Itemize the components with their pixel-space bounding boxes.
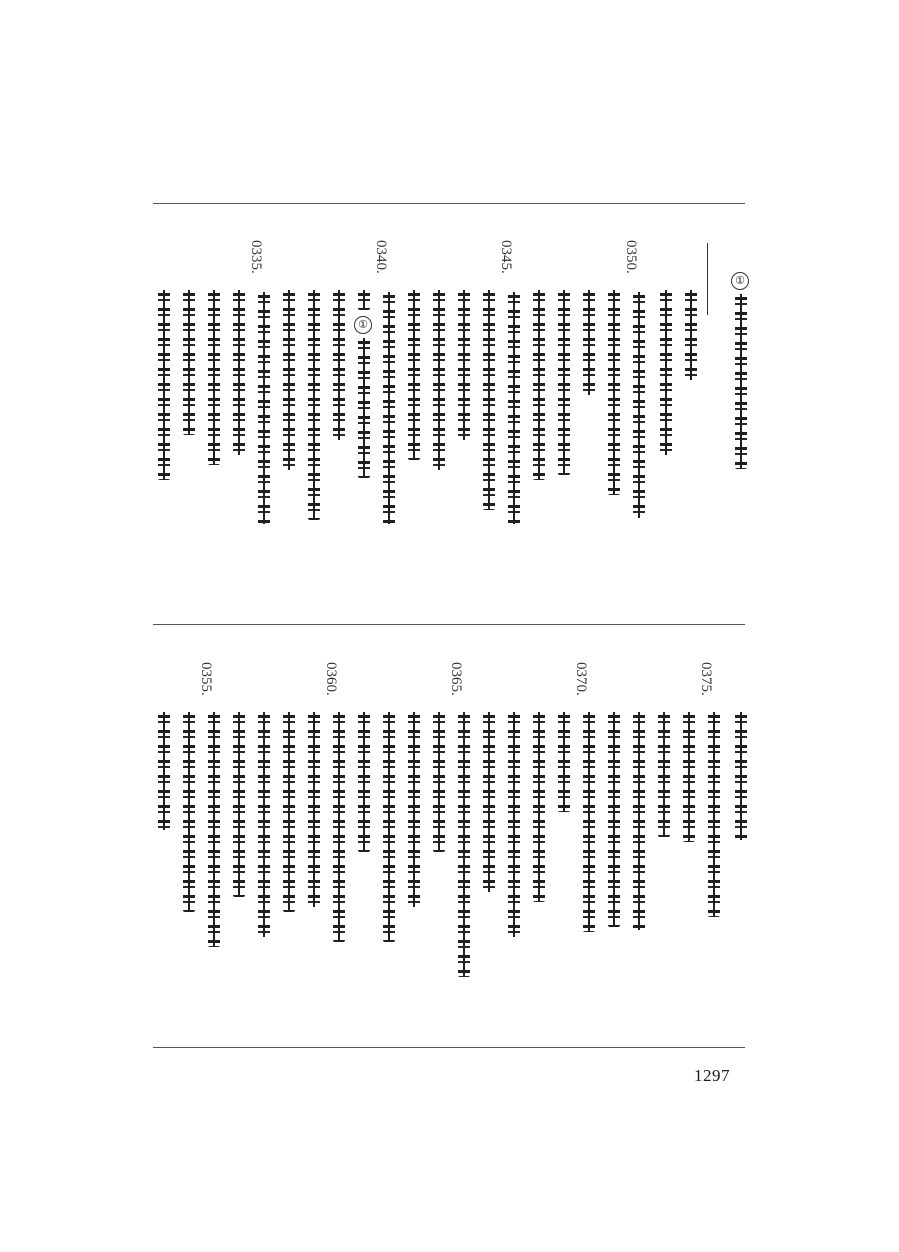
mongolian-script-line: [358, 338, 370, 478]
mongolian-script-line: [685, 290, 697, 380]
mongolian-script-line: [533, 712, 545, 902]
page-number: 1297: [694, 1066, 730, 1085]
mongolian-script-line: [233, 290, 245, 455]
mongolian-script-line: [633, 292, 645, 518]
mongolian-script-line: [333, 290, 345, 440]
mongolian-script-line: [308, 290, 320, 520]
entry-number: 0355.: [198, 662, 214, 696]
middle-rule: [153, 624, 745, 625]
mongolian-script-line: [408, 290, 420, 460]
entry-number: 0360.: [323, 662, 339, 696]
mongolian-script-line: [408, 712, 420, 907]
mongolian-script-line: [333, 712, 345, 942]
entry-number: 0345.: [498, 240, 514, 274]
mongolian-script-line: [283, 712, 295, 912]
mongolian-script-line: [608, 290, 620, 495]
entry-number: 0340.: [373, 240, 389, 274]
mongolian-script-line: [433, 712, 445, 852]
mongolian-script-line: [358, 290, 370, 310]
footnote-marker: ①: [731, 272, 749, 290]
mongolian-script-line: [283, 290, 295, 470]
bottom-rule: [153, 1047, 745, 1048]
footnote-marker: ①: [354, 316, 372, 334]
mongolian-script-line: [258, 292, 270, 524]
top-rule: [153, 203, 745, 204]
mongolian-script-line: [508, 292, 520, 524]
mongolian-script-line: [735, 712, 747, 840]
mongolian-script-line: [433, 290, 445, 470]
mongolian-script-line: [183, 290, 195, 435]
mongolian-script-line: [735, 294, 747, 469]
mongolian-script-line: [558, 712, 570, 812]
mongolian-script-line: [660, 290, 672, 455]
entry-number: 0350.: [623, 240, 639, 274]
mongolian-script-line: [558, 290, 570, 475]
mongolian-script-line: [233, 712, 245, 897]
mongolian-script-line: [383, 292, 395, 524]
mongolian-script-line: [508, 712, 520, 937]
mongolian-script-line: [483, 712, 495, 892]
mongolian-script-line: [533, 290, 545, 480]
mongolian-script-line: [483, 290, 495, 510]
entry-number: 0370.: [573, 662, 589, 696]
footnote-separator: [707, 243, 708, 315]
entry-number: 0335.: [248, 240, 264, 274]
mongolian-script-line: [458, 712, 470, 977]
mongolian-script-line: [383, 712, 395, 942]
mongolian-script-line: [683, 712, 695, 842]
mongolian-script-line: [658, 712, 670, 837]
mongolian-script-line: [608, 712, 620, 927]
mongolian-script-line: [208, 290, 220, 465]
mongolian-script-line: [158, 712, 170, 830]
mongolian-script-line: [308, 712, 320, 907]
mongolian-script-line: [358, 712, 370, 852]
mongolian-script-line: [158, 290, 170, 480]
mongolian-script-line: [183, 712, 195, 912]
mongolian-script-line: [583, 712, 595, 932]
entry-number: 0365.: [448, 662, 464, 696]
mongolian-script-line: [583, 290, 595, 395]
mongolian-script-line: [633, 712, 645, 930]
mongolian-script-line: [458, 290, 470, 440]
mongolian-script-line: [208, 712, 220, 947]
entry-number: 0375.: [698, 662, 714, 696]
mongolian-script-line: [708, 712, 720, 917]
mongolian-script-line: [258, 712, 270, 937]
